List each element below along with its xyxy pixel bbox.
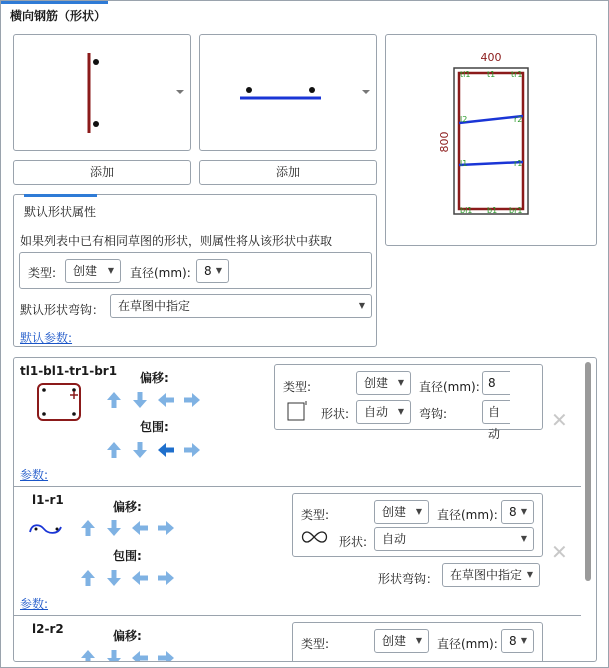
horizontal-tie-shape-icon — [200, 35, 376, 150]
section-height-label: 800 — [438, 131, 451, 153]
offset-left-arrow-icon[interactable] — [131, 519, 149, 537]
section-preview — [385, 34, 597, 246]
wrap-label: 包围: — [140, 420, 169, 434]
remove-item-close-icon[interactable]: ✕ — [551, 408, 568, 432]
add-vertical-shape-button[interactable]: 添加 — [13, 160, 191, 185]
item-separator — [14, 486, 581, 487]
shape-list — [13, 357, 597, 662]
shape-preview-icon — [287, 400, 309, 422]
item-properties — [292, 622, 543, 662]
shape-select[interactable]: 自动 ▼ — [374, 527, 534, 551]
tie-shape-icon — [299, 529, 331, 545]
default-shape-properties — [13, 194, 377, 347]
label-l1: l1 — [460, 159, 468, 168]
section-width-label: 400 — [480, 51, 502, 64]
offset-label: 偏移: — [140, 371, 169, 385]
wrap-up-arrow-icon[interactable] — [79, 569, 97, 587]
label-r2: r2 — [514, 115, 523, 124]
item-properties — [274, 364, 543, 441]
wrap-right-arrow-icon[interactable] — [183, 441, 201, 459]
type-select[interactable]: 创建 ▼ — [65, 259, 121, 283]
type-label: 类型: — [301, 637, 330, 651]
diameter-label: 直径(mm): — [437, 508, 498, 522]
closed-stirrup-icon — [36, 382, 82, 422]
info-text: 如果列表中已有相同草图的形状，则属性将从该形状中获取 — [20, 234, 333, 248]
wrap-down-arrow-icon[interactable] — [131, 441, 149, 459]
panel-title: 横向钢筋（形状） — [1, 1, 108, 25]
item-name: tl1-bl1-tr1-br1 — [20, 364, 118, 378]
remove-item-close-icon[interactable]: ✕ — [551, 540, 568, 564]
hook-select[interactable]: 自动 — [482, 400, 510, 424]
diameter-label: 直径(mm): — [419, 380, 480, 394]
open-tie-shape-icon — [26, 521, 66, 537]
add-horizontal-shape-button[interactable]: 添加 — [199, 160, 377, 185]
label-b1: b1 — [487, 206, 498, 215]
offset-label: 偏移: — [113, 500, 142, 514]
item-properties — [292, 493, 543, 557]
tab-default-shape-properties[interactable]: 默认形状属性 — [24, 205, 97, 219]
label-l2: l2 — [460, 115, 468, 124]
type-label: 类型: — [301, 508, 330, 522]
offset-down-arrow-icon[interactable] — [105, 519, 123, 537]
default-params-link[interactable]: 默认参数: — [20, 331, 73, 345]
label-br1: br1 — [509, 206, 523, 215]
type-label: 类型: — [283, 380, 312, 394]
hook-select[interactable]: 在草图中指定 ▼ — [442, 563, 540, 587]
type-select[interactable]: 创建 ▼ — [374, 629, 429, 653]
item-name: l2-r2 — [32, 622, 64, 636]
type-label: 类型: — [28, 266, 57, 280]
wrap-left-arrow-icon[interactable] — [157, 441, 175, 459]
item-name: l1-r1 — [32, 493, 64, 507]
offset-down-arrow-icon[interactable] — [105, 649, 123, 662]
shape-label: 形状: — [321, 407, 350, 421]
offset-right-arrow-icon[interactable] — [157, 519, 175, 537]
wrap-right-arrow-icon[interactable] — [157, 569, 175, 587]
diameter-select[interactable]: 8 ▼ — [501, 500, 534, 524]
label-tr1: tr1 — [511, 70, 523, 79]
diameter-select[interactable]: 8 ▼ — [501, 629, 534, 653]
offset-up-arrow-icon[interactable] — [79, 519, 97, 537]
wrap-up-arrow-icon[interactable] — [105, 441, 123, 459]
offset-down-arrow-icon[interactable] — [131, 391, 149, 409]
params-link[interactable]: 参数: — [20, 468, 49, 482]
offset-right-arrow-icon[interactable] — [183, 391, 201, 409]
tab-indicator — [24, 194, 97, 197]
offset-label: 偏移: — [113, 629, 142, 643]
shape-label: 形状: — [339, 535, 368, 549]
shape-select[interactable]: 自动 ▼ — [356, 400, 411, 424]
diameter-select[interactable]: 8 ▼ — [196, 259, 229, 283]
label-r1: r1 — [514, 159, 523, 168]
params-link[interactable]: 参数: — [20, 597, 49, 611]
shape-preview-vertical[interactable] — [13, 34, 191, 151]
wrap-label: 包围: — [113, 549, 142, 563]
type-select[interactable]: 创建 ▼ — [356, 371, 411, 395]
default-hook-select[interactable]: 在草图中指定 ▼ — [110, 294, 372, 318]
default-hook-label: 默认形状弯钩： — [20, 303, 105, 317]
shape-preview-horizontal[interactable] — [199, 34, 377, 151]
offset-up-arrow-icon[interactable] — [79, 649, 97, 662]
wrap-left-arrow-icon[interactable] — [131, 569, 149, 587]
offset-left-arrow-icon[interactable] — [131, 649, 149, 662]
type-select[interactable]: 创建 ▼ — [374, 500, 429, 524]
label-t1: t1 — [487, 70, 496, 79]
diameter-label: 直径(mm): — [437, 637, 498, 651]
item-separator — [14, 615, 581, 616]
wrap-down-arrow-icon[interactable] — [105, 569, 123, 587]
offset-up-arrow-icon[interactable] — [105, 391, 123, 409]
offset-right-arrow-icon[interactable] — [157, 649, 175, 662]
label-bl1: bl1 — [460, 206, 473, 215]
diameter-label: 直径(mm): — [130, 266, 191, 280]
column-section-drawing — [386, 35, 596, 245]
offset-left-arrow-icon[interactable] — [157, 391, 175, 409]
hook-label: 弯钩: — [419, 407, 448, 421]
default-type-row — [19, 252, 372, 289]
vertical-bar-shape-icon — [14, 35, 190, 150]
label-tl1: tl1 — [460, 70, 471, 79]
diameter-input[interactable]: 8 — [482, 371, 510, 395]
list-scrollbar-thumb[interactable] — [585, 362, 591, 581]
hook-label: 形状弯钩： — [378, 572, 439, 586]
